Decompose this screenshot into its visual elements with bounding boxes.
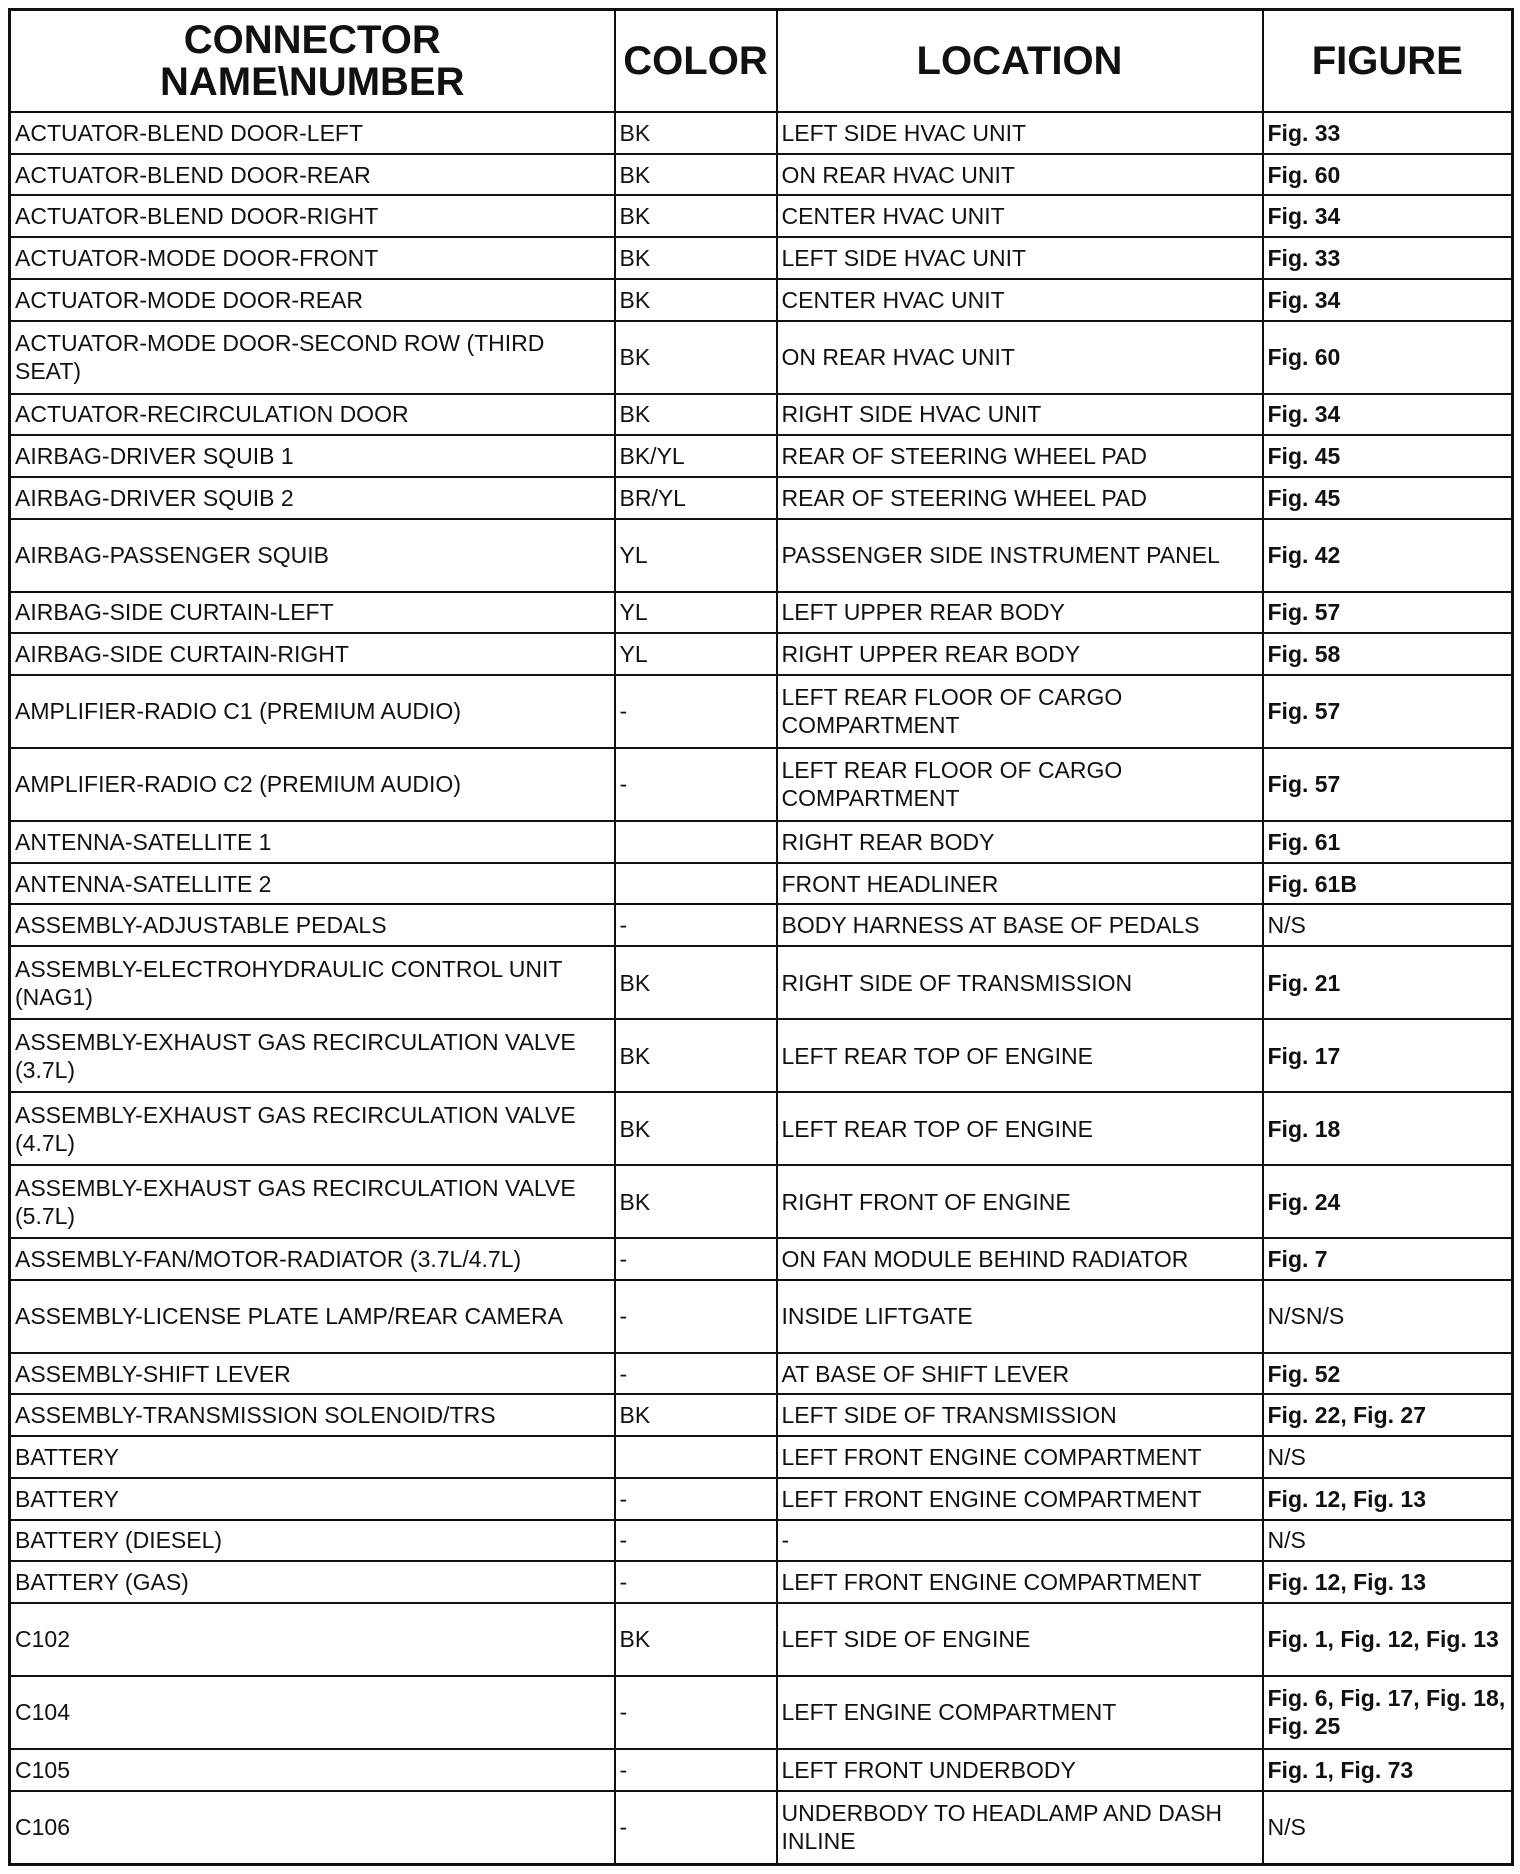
- connector-table-sheet: [8, 8, 1511, 1866]
- cell-figure: Fig. 7: [1263, 1238, 1513, 1280]
- cell-connector-name: ASSEMBLY-TRANSMISSION SOLENOID/TRS: [10, 1394, 615, 1436]
- table-row: [10, 633, 1513, 675]
- table-row: [10, 1561, 1513, 1603]
- cell-connector-name: AMPLIFIER-RADIO C1 (PREMIUM AUDIO): [10, 675, 615, 748]
- cell-location: UNDERBODY TO HEADLAMP AND DASH INLINE: [777, 1791, 1263, 1865]
- cell-location: LEFT REAR TOP OF ENGINE: [777, 1092, 1263, 1165]
- header-location: LOCATION: [777, 10, 1263, 113]
- cell-connector-name: C106: [10, 1791, 615, 1865]
- cell-color: BK: [615, 1092, 777, 1165]
- table-row: [10, 946, 1513, 1019]
- table-row: [10, 748, 1513, 821]
- cell-figure: Fig. 1, Fig. 73: [1263, 1749, 1513, 1791]
- cell-figure: Fig. 21: [1263, 946, 1513, 1019]
- table-row: [10, 1165, 1513, 1238]
- cell-connector-name: AMPLIFIER-RADIO C2 (PREMIUM AUDIO): [10, 748, 615, 821]
- table-row: [10, 1749, 1513, 1791]
- cell-location: RIGHT REAR BODY: [777, 821, 1263, 863]
- cell-color: -: [615, 1749, 777, 1791]
- cell-location: LEFT REAR TOP OF ENGINE: [777, 1019, 1263, 1092]
- cell-connector-name: BATTERY (DIESEL): [10, 1520, 615, 1562]
- cell-figure: Fig. 60: [1263, 321, 1513, 394]
- cell-connector-name: ASSEMBLY-EXHAUST GAS RECIRCULATION VALVE (4.7L): [10, 1092, 615, 1165]
- cell-location: REAR OF STEERING WHEEL PAD: [777, 435, 1263, 477]
- table-row: [10, 1791, 1513, 1865]
- cell-color: BK: [615, 195, 777, 237]
- cell-figure: Fig. 52: [1263, 1353, 1513, 1395]
- cell-location: LEFT FRONT ENGINE COMPARTMENT: [777, 1478, 1263, 1520]
- cell-figure: Fig. 61: [1263, 821, 1513, 863]
- table-row: [10, 1676, 1513, 1749]
- cell-connector-name: ASSEMBLY-ADJUSTABLE PEDALS: [10, 904, 615, 946]
- cell-location: RIGHT SIDE HVAC UNIT: [777, 394, 1263, 436]
- cell-location: LEFT UPPER REAR BODY: [777, 592, 1263, 634]
- cell-figure: Fig. 17: [1263, 1019, 1513, 1092]
- cell-figure: Fig. 33: [1263, 112, 1513, 154]
- cell-color: [615, 821, 777, 863]
- table-row: [10, 1478, 1513, 1520]
- cell-location: FRONT HEADLINER: [777, 863, 1263, 905]
- cell-figure: N/S: [1263, 1436, 1513, 1478]
- cell-color: -: [615, 1353, 777, 1395]
- cell-figure: Fig. 22, Fig. 27: [1263, 1394, 1513, 1436]
- cell-location: BODY HARNESS AT BASE OF PEDALS: [777, 904, 1263, 946]
- cell-connector-name: AIRBAG-SIDE CURTAIN-LEFT: [10, 592, 615, 634]
- cell-figure: Fig. 42: [1263, 519, 1513, 592]
- cell-connector-name: ACTUATOR-BLEND DOOR-REAR: [10, 154, 615, 196]
- cell-location: ON REAR HVAC UNIT: [777, 321, 1263, 394]
- table-row: [10, 394, 1513, 436]
- cell-color: -: [615, 1561, 777, 1603]
- cell-connector-name: BATTERY (GAS): [10, 1561, 615, 1603]
- table-row: [10, 1280, 1513, 1353]
- cell-figure: Fig. 33: [1263, 237, 1513, 279]
- table-row: [10, 477, 1513, 519]
- cell-color: -: [615, 748, 777, 821]
- cell-figure: Fig. 61B: [1263, 863, 1513, 905]
- cell-location: CENTER HVAC UNIT: [777, 279, 1263, 321]
- cell-figure: Fig. 45: [1263, 435, 1513, 477]
- header-connector-line2: NAME\NUMBER: [160, 60, 465, 104]
- cell-figure: Fig. 34: [1263, 195, 1513, 237]
- cell-location: LEFT SIDE HVAC UNIT: [777, 112, 1263, 154]
- table-row: [10, 1092, 1513, 1165]
- cell-figure: Fig. 57: [1263, 748, 1513, 821]
- cell-connector-name: ASSEMBLY-EXHAUST GAS RECIRCULATION VALVE (5.7L): [10, 1165, 615, 1238]
- header-connector-name: [10, 10, 615, 113]
- cell-connector-name: ASSEMBLY-FAN/MOTOR-RADIATOR (3.7L/4.7L): [10, 1238, 615, 1280]
- cell-color: -: [615, 1238, 777, 1280]
- cell-connector-name: ACTUATOR-MODE DOOR-SECOND ROW (THIRD SEAT): [10, 321, 615, 394]
- cell-location: LEFT SIDE OF ENGINE: [777, 1603, 1263, 1676]
- cell-color: -: [615, 1280, 777, 1353]
- cell-figure: Fig. 12, Fig. 13: [1263, 1478, 1513, 1520]
- cell-location: LEFT SIDE OF TRANSMISSION: [777, 1394, 1263, 1436]
- cell-location: LEFT SIDE HVAC UNIT: [777, 237, 1263, 279]
- cell-color: BK: [615, 321, 777, 394]
- cell-location: LEFT FRONT ENGINE COMPARTMENT: [777, 1436, 1263, 1478]
- cell-connector-name: ACTUATOR-RECIRCULATION DOOR: [10, 394, 615, 436]
- cell-figure: N/SN/S: [1263, 1280, 1513, 1353]
- cell-connector-name: ASSEMBLY-EXHAUST GAS RECIRCULATION VALVE (3.7L): [10, 1019, 615, 1092]
- cell-color: -: [615, 1791, 777, 1865]
- cell-location: LEFT ENGINE COMPARTMENT: [777, 1676, 1263, 1749]
- cell-color: BK: [615, 1165, 777, 1238]
- table-row: [10, 435, 1513, 477]
- cell-location: LEFT FRONT ENGINE COMPARTMENT: [777, 1561, 1263, 1603]
- table-row: [10, 279, 1513, 321]
- cell-location: INSIDE LIFTGATE: [777, 1280, 1263, 1353]
- cell-color: -: [615, 904, 777, 946]
- cell-figure: Fig. 57: [1263, 675, 1513, 748]
- cell-figure: Fig. 12, Fig. 13: [1263, 1561, 1513, 1603]
- cell-location: RIGHT FRONT OF ENGINE: [777, 1165, 1263, 1238]
- header-figure: FIGURE: [1263, 10, 1513, 113]
- cell-connector-name: ACTUATOR-BLEND DOOR-RIGHT: [10, 195, 615, 237]
- table-body: [10, 112, 1513, 1865]
- table-row: [10, 195, 1513, 237]
- table-row: [10, 519, 1513, 592]
- cell-figure: Fig. 58: [1263, 633, 1513, 675]
- cell-color: [615, 863, 777, 905]
- cell-location: -: [777, 1520, 1263, 1562]
- cell-connector-name: ACTUATOR-MODE DOOR-REAR: [10, 279, 615, 321]
- connector-table: [8, 8, 1514, 1866]
- cell-color: BK: [615, 1019, 777, 1092]
- cell-color: -: [615, 1676, 777, 1749]
- cell-color: -: [615, 1520, 777, 1562]
- cell-figure: Fig. 34: [1263, 279, 1513, 321]
- table-row: [10, 1436, 1513, 1478]
- table-row: [10, 112, 1513, 154]
- cell-connector-name: BATTERY: [10, 1478, 615, 1520]
- cell-color: [615, 1436, 777, 1478]
- cell-figure: N/S: [1263, 1791, 1513, 1865]
- cell-figure: N/S: [1263, 1520, 1513, 1562]
- cell-connector-name: ASSEMBLY-ELECTROHYDRAULIC CONTROL UNIT (NAG1): [10, 946, 615, 1019]
- header-color: COLOR: [615, 10, 777, 113]
- cell-color: BK: [615, 1603, 777, 1676]
- table-row: [10, 154, 1513, 196]
- cell-connector-name: AIRBAG-PASSENGER SQUIB: [10, 519, 615, 592]
- cell-color: BK: [615, 1394, 777, 1436]
- cell-location: LEFT REAR FLOOR OF CARGO COMPARTMENT: [777, 675, 1263, 748]
- cell-figure: Fig. 1, Fig. 12, Fig. 13: [1263, 1603, 1513, 1676]
- cell-connector-name: ANTENNA-SATELLITE 2: [10, 863, 615, 905]
- cell-color: BK: [615, 394, 777, 436]
- cell-location: LEFT REAR FLOOR OF CARGO COMPARTMENT: [777, 748, 1263, 821]
- cell-color: YL: [615, 519, 777, 592]
- table-row: [10, 1238, 1513, 1280]
- cell-figure: Fig. 24: [1263, 1165, 1513, 1238]
- cell-location: RIGHT SIDE OF TRANSMISSION: [777, 946, 1263, 1019]
- cell-connector-name: AIRBAG-DRIVER SQUIB 1: [10, 435, 615, 477]
- cell-connector-name: AIRBAG-DRIVER SQUIB 2: [10, 477, 615, 519]
- cell-color: BK: [615, 279, 777, 321]
- cell-figure: N/S: [1263, 904, 1513, 946]
- table-row: [10, 1019, 1513, 1092]
- cell-location: CENTER HVAC UNIT: [777, 195, 1263, 237]
- cell-color: BR/YL: [615, 477, 777, 519]
- table-row: [10, 321, 1513, 394]
- cell-connector-name: ASSEMBLY-SHIFT LEVER: [10, 1353, 615, 1395]
- header-connector-line1: CONNECTOR: [183, 18, 441, 62]
- cell-connector-name: C104: [10, 1676, 615, 1749]
- cell-location: AT BASE OF SHIFT LEVER: [777, 1353, 1263, 1395]
- cell-color: BK/YL: [615, 435, 777, 477]
- cell-location: REAR OF STEERING WHEEL PAD: [777, 477, 1263, 519]
- table-row: [10, 904, 1513, 946]
- cell-connector-name: BATTERY: [10, 1436, 615, 1478]
- table-row: [10, 1353, 1513, 1395]
- cell-connector-name: ACTUATOR-BLEND DOOR-LEFT: [10, 112, 615, 154]
- cell-connector-name: C105: [10, 1749, 615, 1791]
- cell-color: BK: [615, 237, 777, 279]
- cell-connector-name: C102: [10, 1603, 615, 1676]
- cell-figure: Fig. 45: [1263, 477, 1513, 519]
- cell-connector-name: ACTUATOR-MODE DOOR-FRONT: [10, 237, 615, 279]
- table-row: [10, 1603, 1513, 1676]
- cell-figure: Fig. 18: [1263, 1092, 1513, 1165]
- cell-figure: Fig. 34: [1263, 394, 1513, 436]
- table-row: [10, 821, 1513, 863]
- table-row: [10, 863, 1513, 905]
- table-header-row: [10, 10, 1513, 113]
- table-row: [10, 1394, 1513, 1436]
- cell-location: ON REAR HVAC UNIT: [777, 154, 1263, 196]
- cell-connector-name: ASSEMBLY-LICENSE PLATE LAMP/REAR CAMERA: [10, 1280, 615, 1353]
- table-row: [10, 675, 1513, 748]
- cell-color: BK: [615, 946, 777, 1019]
- cell-location: PASSENGER SIDE INSTRUMENT PANEL: [777, 519, 1263, 592]
- table-row: [10, 237, 1513, 279]
- cell-location: LEFT FRONT UNDERBODY: [777, 1749, 1263, 1791]
- cell-figure: Fig. 60: [1263, 154, 1513, 196]
- cell-color: -: [615, 675, 777, 748]
- cell-connector-name: ANTENNA-SATELLITE 1: [10, 821, 615, 863]
- table-row: [10, 1520, 1513, 1562]
- cell-location: ON FAN MODULE BEHIND RADIATOR: [777, 1238, 1263, 1280]
- cell-figure: Fig. 6, Fig. 17, Fig. 18, Fig. 25: [1263, 1676, 1513, 1749]
- cell-connector-name: AIRBAG-SIDE CURTAIN-RIGHT: [10, 633, 615, 675]
- table-row: [10, 592, 1513, 634]
- cell-color: YL: [615, 592, 777, 634]
- cell-figure: Fig. 57: [1263, 592, 1513, 634]
- cell-location: RIGHT UPPER REAR BODY: [777, 633, 1263, 675]
- cell-color: BK: [615, 112, 777, 154]
- cell-color: YL: [615, 633, 777, 675]
- cell-color: BK: [615, 154, 777, 196]
- cell-color: -: [615, 1478, 777, 1520]
